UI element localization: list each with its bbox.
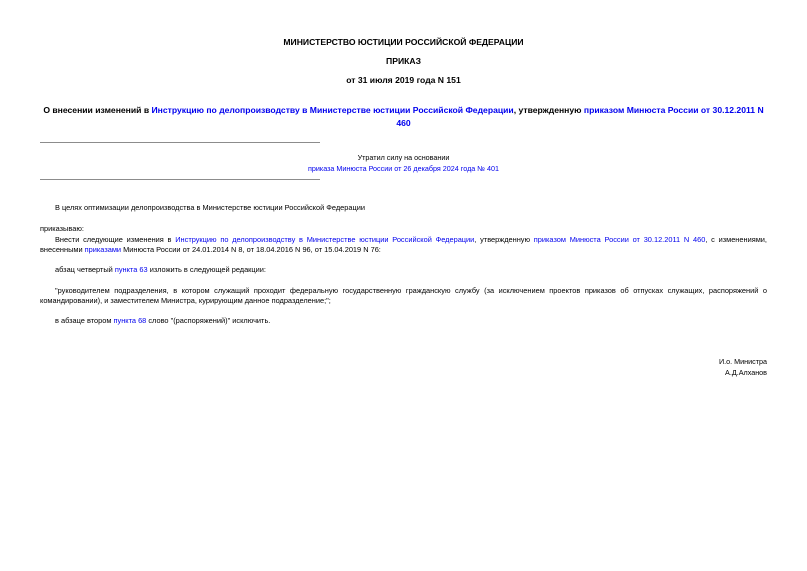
amend-text-3: , с изменениями, внесенными <box>40 235 767 254</box>
title-link-order[interactable]: приказом Минюста России от 30.12.2011 N 460 <box>396 105 764 128</box>
link-item-68[interactable]: пункта 68 <box>113 316 147 325</box>
amend-link-orders[interactable]: приказами <box>84 244 122 254</box>
status-box <box>40 153 767 175</box>
amend-text-4: Минюста России от 24.01.2014 N 8, от 18.04.2016 N 96, от 15.04.2019 N 76: <box>121 244 381 254</box>
top-divider <box>40 142 320 143</box>
item63-text-2: изложить в следующей редакции: <box>147 265 266 274</box>
item68-text-1: в абзаце втором <box>55 316 114 325</box>
paragraph-new-wording: "руководителем подразделения, в котором служащий проходит федеральную государственную гражданскую службу (за исключением проектов приказов об отпусках служащих, распоряжений о командировании), и заместителем Министра, курирующим данное подразделение;"; <box>40 286 767 305</box>
paragraph-amendments <box>40 235 767 255</box>
bottom-divider <box>40 179 320 180</box>
status-link-order-401[interactable]: приказа Минюста России от 26 декабря 2024 года № 401 <box>308 163 499 173</box>
amend-text-2: , утвержденную <box>474 235 534 244</box>
amend-link-instruction[interactable]: Инструкцию по делопроизводству в Министерстве юстиции Российской Федерации <box>175 235 475 244</box>
document-date-number: от 31 июля 2019 года N 151 <box>346 75 461 85</box>
item63-text-1: абзац четвертый <box>55 265 115 274</box>
paragraph-item-68 <box>40 316 767 326</box>
title-prefix: О внесении изменений в <box>43 105 152 115</box>
signature-position: И.о. Министра <box>718 357 767 366</box>
signature-name: А.Д.Алханов <box>725 367 767 377</box>
title-link-instruction[interactable]: Инструкцию по делопроизводству в Министерстве юстиции Российской Федерации <box>151 105 514 115</box>
amend-link-order-460[interactable]: приказом Минюста России от 30.12.2011 N 460 <box>533 235 706 244</box>
status-text: Утратил силу на основании <box>357 153 450 162</box>
title-middle: , утвержденную <box>513 105 584 115</box>
paragraph-purpose: В целях оптимизации делопроизводства в Министерстве юстиции Российской Федерации <box>55 203 365 212</box>
amend-text-1: Внести следующие изменения в <box>55 235 176 244</box>
document-type: ПРИКАЗ <box>386 56 421 66</box>
paragraph-order: приказываю: <box>40 224 84 233</box>
ministry-heading: МИНИСТЕРСТВО ЮСТИЦИИ РОССИЙСКОЙ ФЕДЕРАЦИИ <box>283 37 524 47</box>
signature-block <box>719 357 767 379</box>
document-title <box>40 104 767 130</box>
paragraph-item-63 <box>40 265 767 275</box>
item68-text-2: слово "(распоряжений)" исключить. <box>146 316 271 325</box>
link-item-63[interactable]: пункта 63 <box>114 265 148 274</box>
